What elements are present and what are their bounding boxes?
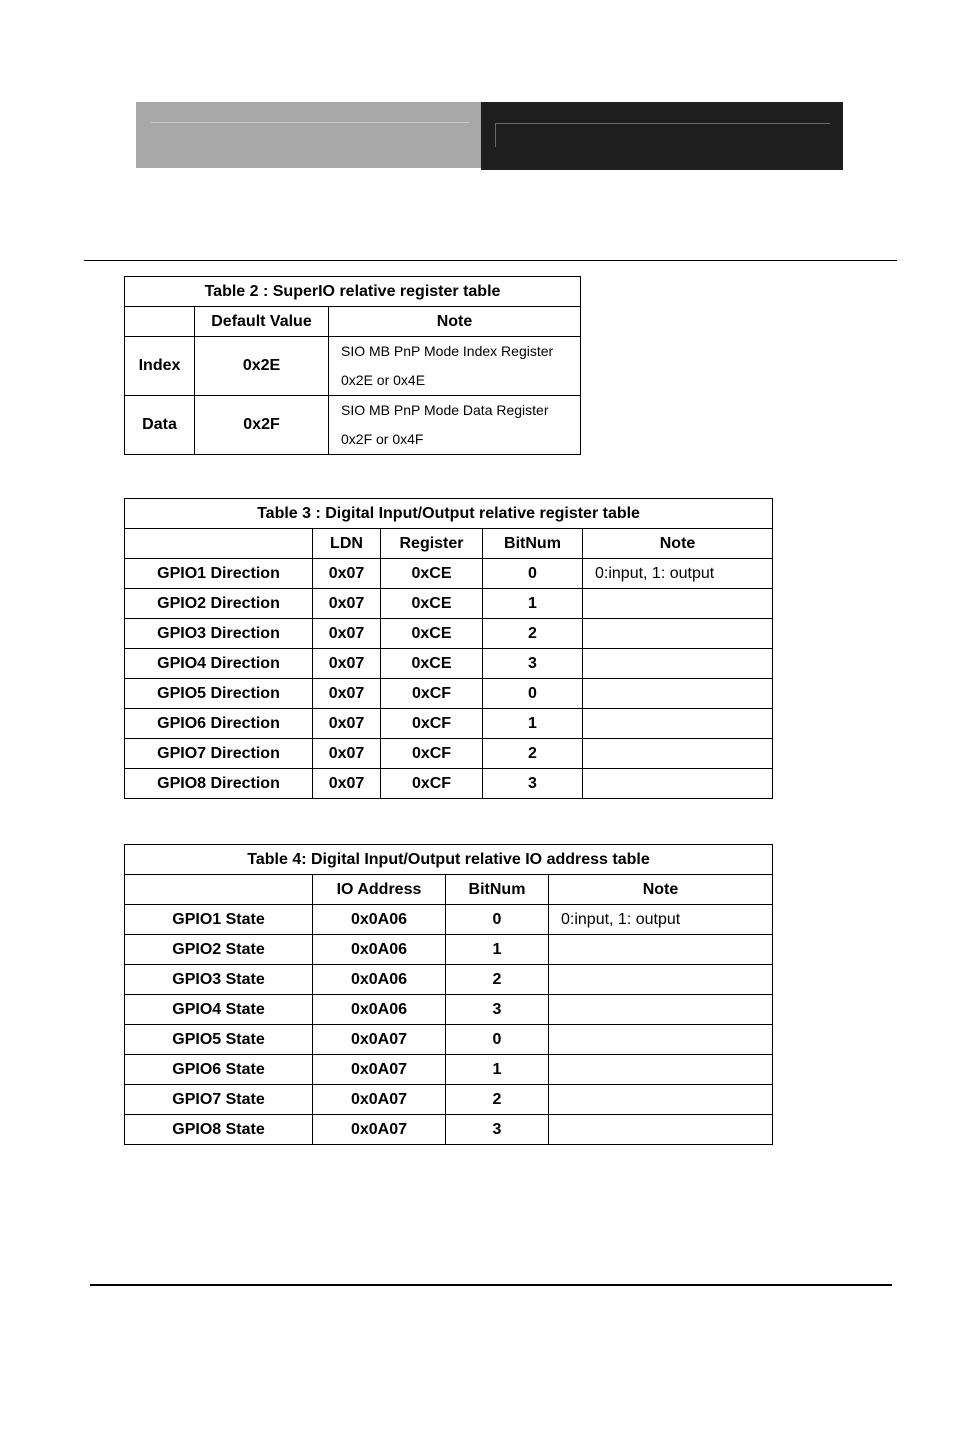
note-line: 0x2E or 0x4E <box>341 372 426 388</box>
io-address-cell: 0x0A07 <box>313 1115 446 1145</box>
io-address-cell: 0x0A07 <box>313 1055 446 1085</box>
bitnum-cell: 0 <box>446 1025 549 1055</box>
note-cell <box>549 1055 773 1085</box>
register-cell: 0xCF <box>381 739 483 769</box>
table-row <box>125 1115 773 1145</box>
table-row <box>125 649 773 679</box>
gpio-name-cell: GPIO8 State <box>125 1115 313 1145</box>
ldn-cell: 0x07 <box>313 619 381 649</box>
note-cell <box>583 769 773 799</box>
gpio-name-cell: GPIO1 State <box>125 905 313 935</box>
note-cell <box>583 679 773 709</box>
table-caption-row <box>125 845 773 875</box>
table-caption: Table 2 : SuperIO relative register table <box>125 277 581 307</box>
table-caption-row <box>125 277 581 307</box>
bitnum-cell: 0 <box>483 559 583 589</box>
table-row <box>125 337 581 396</box>
ldn-cell: 0x07 <box>313 679 381 709</box>
gpio-name-cell: GPIO6 State <box>125 1055 313 1085</box>
register-cell: 0xCF <box>381 769 483 799</box>
ldn-cell: 0x07 <box>313 769 381 799</box>
column-header: Note <box>583 529 773 559</box>
bottom-divider <box>90 1284 892 1286</box>
column-header: LDN <box>313 529 381 559</box>
header-banner-left <box>136 102 481 168</box>
table-row <box>125 1055 773 1085</box>
note-cell <box>583 739 773 769</box>
note-cell <box>549 965 773 995</box>
table-row <box>125 1085 773 1115</box>
register-cell: 0xCF <box>381 679 483 709</box>
table-header-row <box>125 875 773 905</box>
bitnum-cell: 2 <box>483 739 583 769</box>
superio-register-table <box>124 276 581 455</box>
table-row <box>125 1025 773 1055</box>
note-cell <box>583 619 773 649</box>
bitnum-cell: 1 <box>483 589 583 619</box>
table-row <box>125 905 773 935</box>
table-row <box>125 679 773 709</box>
ldn-cell: 0x07 <box>313 709 381 739</box>
note-line: SIO MB PnP Mode Index Register <box>341 343 554 359</box>
gpio-name-cell: GPIO5 Direction <box>125 679 313 709</box>
table-row <box>125 709 773 739</box>
table-header-row <box>125 307 581 337</box>
column-header: IO Address <box>313 875 446 905</box>
table-row <box>125 619 773 649</box>
note-cell <box>549 1115 773 1145</box>
io-address-cell: 0x0A06 <box>313 935 446 965</box>
column-header: Note <box>329 307 581 337</box>
header-banner-left-rule <box>151 122 469 123</box>
io-address-cell: 0x0A06 <box>313 905 446 935</box>
top-divider <box>84 260 897 261</box>
register-cell: 0xCE <box>381 559 483 589</box>
note-cell <box>583 589 773 619</box>
table-row <box>125 589 773 619</box>
column-header: BitNum <box>483 529 583 559</box>
ldn-cell: 0x07 <box>313 589 381 619</box>
bitnum-cell: 3 <box>483 769 583 799</box>
header-banner-right-rule <box>495 123 830 124</box>
note-cell: 0:input, 1: output <box>583 559 773 589</box>
bitnum-cell: 2 <box>446 965 549 995</box>
io-address-cell: 0x0A06 <box>313 965 446 995</box>
gpio-direction-register-table <box>124 498 773 799</box>
ldn-cell: 0x07 <box>313 739 381 769</box>
bitnum-cell: 1 <box>446 935 549 965</box>
note-cell <box>329 396 581 455</box>
default-value-cell: 0x2F <box>195 396 329 455</box>
bitnum-cell: 2 <box>446 1085 549 1115</box>
gpio-name-cell: GPIO4 State <box>125 995 313 1025</box>
register-cell: 0xCE <box>381 589 483 619</box>
row-label: Index <box>125 337 195 396</box>
register-cell: 0xCF <box>381 709 483 739</box>
note-cell <box>583 709 773 739</box>
table-row <box>125 769 773 799</box>
header-banner-right-tick <box>495 123 496 147</box>
note-cell <box>549 935 773 965</box>
io-address-cell: 0x0A06 <box>313 995 446 1025</box>
gpio-name-cell: GPIO2 State <box>125 935 313 965</box>
table-caption: Table 4: Digital Input/Output relative IO address table <box>125 845 773 875</box>
register-cell: 0xCE <box>381 649 483 679</box>
column-header: BitNum <box>446 875 549 905</box>
gpio-name-cell: GPIO8 Direction <box>125 769 313 799</box>
column-header: Register <box>381 529 483 559</box>
table-row <box>125 396 581 455</box>
bitnum-cell: 0 <box>446 905 549 935</box>
table-row <box>125 559 773 589</box>
table-header-row <box>125 529 773 559</box>
io-address-cell: 0x0A07 <box>313 1025 446 1055</box>
gpio-name-cell: GPIO3 Direction <box>125 619 313 649</box>
table-caption: Table 3 : Digital Input/Output relative register table <box>125 499 773 529</box>
note-cell: 0:input, 1: output <box>549 905 773 935</box>
bitnum-cell: 3 <box>446 995 549 1025</box>
note-line: SIO MB PnP Mode Data Register <box>341 402 549 418</box>
column-header <box>125 875 313 905</box>
column-header: Note <box>549 875 773 905</box>
gpio-name-cell: GPIO6 Direction <box>125 709 313 739</box>
bitnum-cell: 3 <box>446 1115 549 1145</box>
gpio-name-cell: GPIO4 Direction <box>125 649 313 679</box>
register-cell: 0xCE <box>381 619 483 649</box>
header-banner-right <box>481 102 843 170</box>
column-header: Default Value <box>195 307 329 337</box>
gpio-name-cell: GPIO2 Direction <box>125 589 313 619</box>
bitnum-cell: 1 <box>446 1055 549 1085</box>
column-header <box>125 529 313 559</box>
note-cell <box>549 1085 773 1115</box>
bitnum-cell: 3 <box>483 649 583 679</box>
bitnum-cell: 1 <box>483 709 583 739</box>
note-line: 0x2F or 0x4F <box>341 431 424 447</box>
table-row <box>125 965 773 995</box>
ldn-cell: 0x07 <box>313 649 381 679</box>
note-cell <box>329 337 581 396</box>
table-row <box>125 995 773 1025</box>
gpio-name-cell: GPIO1 Direction <box>125 559 313 589</box>
table-row <box>125 935 773 965</box>
bitnum-cell: 0 <box>483 679 583 709</box>
default-value-cell: 0x2E <box>195 337 329 396</box>
gpio-name-cell: GPIO7 State <box>125 1085 313 1115</box>
gpio-name-cell: GPIO7 Direction <box>125 739 313 769</box>
column-header <box>125 307 195 337</box>
io-address-cell: 0x0A07 <box>313 1085 446 1115</box>
ldn-cell: 0x07 <box>313 559 381 589</box>
gpio-io-address-table <box>124 844 773 1145</box>
gpio-name-cell: GPIO3 State <box>125 965 313 995</box>
row-label: Data <box>125 396 195 455</box>
note-cell <box>583 649 773 679</box>
bitnum-cell: 2 <box>483 619 583 649</box>
gpio-name-cell: GPIO5 State <box>125 1025 313 1055</box>
table-caption-row <box>125 499 773 529</box>
table-row <box>125 739 773 769</box>
note-cell <box>549 995 773 1025</box>
note-cell <box>549 1025 773 1055</box>
